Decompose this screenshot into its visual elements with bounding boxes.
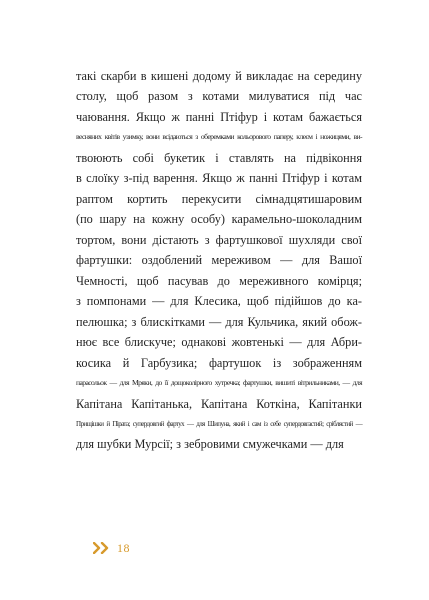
text-line: косика й Гарбузика; фартушок із зображенням <box>76 355 362 370</box>
text-line: (по шару на кожну особу) карамельно-шоколадним <box>76 212 362 227</box>
page-folio <box>93 540 130 556</box>
text-line: фартушки: оздоблений мереживом — для Вашої <box>76 253 362 268</box>
text-line: весняних квітів узимку, вони всідаються з оберемками кольорового паперу, клеєм і ножицями, ви- <box>76 132 362 142</box>
page-number: 18 <box>117 541 130 555</box>
text-line: пелюшка; з блискітками — для Кульчика, який обож- <box>76 314 362 329</box>
text-line: такі скарби в кишені додому й викладає на середину <box>76 69 362 83</box>
body-text <box>76 66 362 455</box>
text-line: нює все блискуче; однакові жовтенькі — для Абри- <box>76 335 362 350</box>
text-line: Чемності, щоб пасував до мереживного комірця; <box>76 273 362 288</box>
text-line: раптом кортить перекусити сімнадцятишаровим <box>76 191 362 206</box>
text-line: чаювання. Якщо ж панні Птіфур і котам бажається <box>76 109 362 124</box>
text-line: твоюють собі букетик і ставлять на підвіконня <box>76 150 362 165</box>
text-line: з помпонами — для Клесика, щоб підійшов до ка- <box>76 294 362 309</box>
text-line: парасольок — для Мряки, до її дощоколірного хутречка; фартушки, вишиті вітрильниками, — для <box>76 378 362 388</box>
text-line: столу, щоб разом з котами милуватися під час <box>76 89 362 104</box>
text-line: Капітана Капітанька, Капітана Коткіна, Капітанки <box>76 396 362 411</box>
double-chevron-icon <box>93 542 111 554</box>
text-line: для шубки Мурсії; з зебровими смужечками — для <box>76 437 344 452</box>
text-line: тортом, вони дістають з фартушкової шухляди свої <box>76 232 362 247</box>
text-line: в слоїку з-під варення. Якщо ж панні Птіфур і котам <box>76 171 362 186</box>
text-line: Прищішки й Пірата; супердовгий фартух — для Шипуна, який і сам із себе супердовгастий; сріблястий — <box>76 419 362 428</box>
